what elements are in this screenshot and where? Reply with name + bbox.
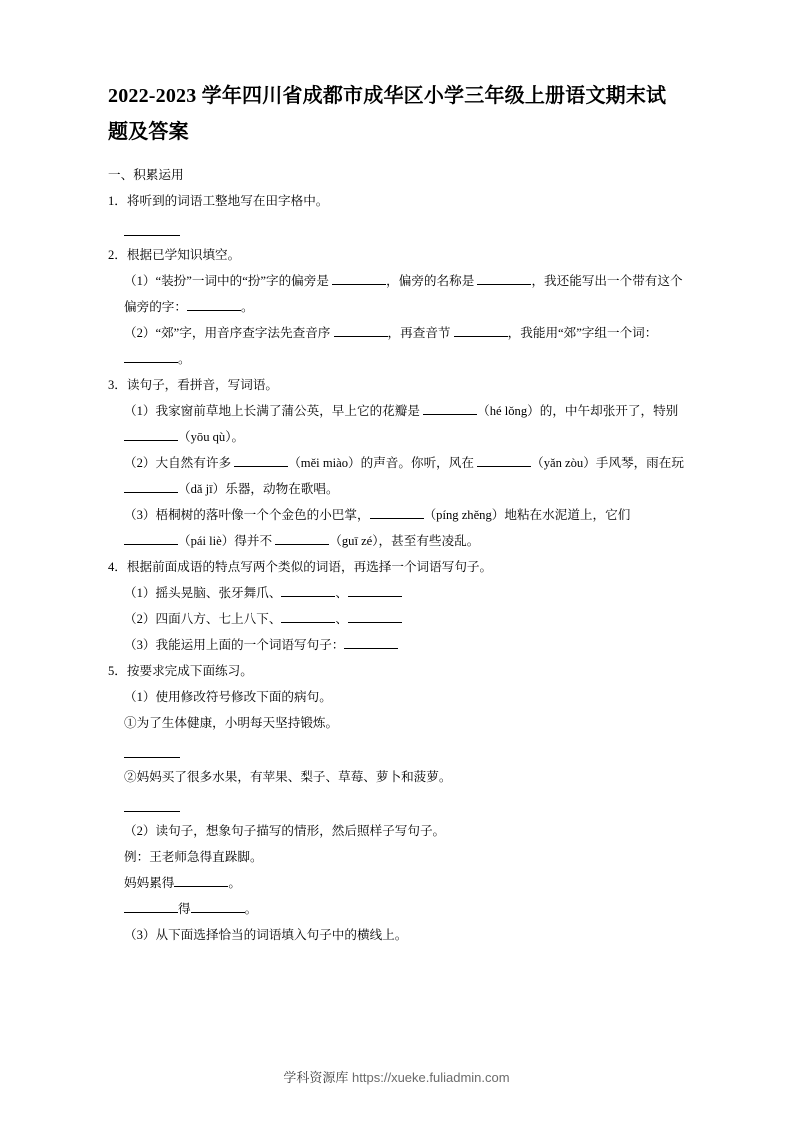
fill-in-blank[interactable]	[332, 271, 386, 285]
fill-in-blank[interactable]	[275, 531, 329, 545]
question-5-example: 例：王老师急得直跺脚。	[124, 850, 263, 864]
page-title: 2022-2023 学年四川省成都市成华区小学三年级上册语文期末试题及答案	[108, 85, 667, 143]
fill-in-blank[interactable]	[477, 271, 531, 285]
fill-in-blank[interactable]	[234, 453, 288, 467]
document-body	[108, 162, 685, 948]
fill-in-blank[interactable]	[477, 453, 531, 467]
fill-in-blank[interactable]	[191, 899, 245, 913]
question-2-sub-2: （2）“郊”字，用音序查字法先查音序 ，再查音节 ，我能用“郊”字组一个词：。	[108, 320, 685, 372]
answer-line-q5-1a[interactable]	[124, 742, 180, 758]
fill-in-blank[interactable]	[334, 323, 388, 337]
page-footer	[0, 1067, 793, 1086]
fill-in-blank[interactable]	[454, 323, 508, 337]
answer-line-q1[interactable]	[124, 220, 180, 236]
fill-in-blank[interactable]	[124, 531, 178, 545]
fill-in-blank[interactable]	[348, 583, 402, 597]
fill-in-blank[interactable]	[370, 505, 424, 519]
answer-line-q5-1b[interactable]	[124, 796, 180, 812]
section-heading: 一、积累运用	[108, 168, 184, 182]
question-5-sub-1b: ②妈妈买了很多水果，有苹果、梨子、草莓、萝卜和菠萝。	[124, 770, 452, 784]
question-2-sub-1: （1）“装扮”一词中的“扮”字的偏旁是 ，偏旁的名称是 ，我还能写出一个带有这个偏旁的字： 。	[108, 268, 685, 320]
question-2: 2．根据已学知识填空。	[108, 248, 241, 262]
question-5-sub-1: （1）使用修改符号修改下面的病句。	[124, 690, 332, 704]
footer-brand: 学科资源库	[283, 1070, 349, 1085]
question-3-sub-3: （3）梧桐树的落叶像一个个金色的小巴掌， （píng zhěng）地粘在水泥道上，它们 （pái liè）得并不 （guī zé），甚至有些凌乱。	[108, 502, 685, 554]
fill-in-blank[interactable]	[281, 609, 335, 623]
fill-in-blank[interactable]	[187, 297, 241, 311]
question-3-sub-1: （1）我家窗前草地上长满了蒲公英，早上它的花瓣是 （hé lǒng）的，中午却张开了，特别 （yōu qù）。	[108, 398, 685, 450]
question-4-sub-1: （1）摇头晃脑、张牙舞爪、 、	[108, 580, 685, 606]
fill-in-blank[interactable]	[174, 873, 228, 887]
question-4: 4．根据前面成语的特点写两个类似的词语，再选择一个词语写句子。	[108, 560, 493, 574]
question-1: 1．将听到的词语工整地写在田字格中。	[108, 194, 329, 208]
question-5: 5．按要求完成下面练习。	[108, 664, 253, 678]
fill-in-blank[interactable]	[344, 635, 398, 649]
question-5-sub-3: （3）从下面选择恰当的词语填入句子中的横线上。	[124, 928, 408, 942]
fill-in-blank[interactable]	[423, 401, 477, 415]
fill-in-blank[interactable]	[124, 899, 178, 913]
question-5-sub-1a: ①为了生体健康，小明每天坚持锻炼。	[124, 716, 339, 730]
question-3: 3．读句子，看拼音，写词语。	[108, 378, 279, 392]
question-4-sub-2: （2）四面八方、七上八下、 、	[108, 606, 685, 632]
footer-url: https://xueke.fuliadmin.com	[352, 1070, 510, 1085]
fill-in-blank[interactable]	[124, 427, 178, 441]
question-4-sub-3: （3）我能运用上面的一个词语写句子：	[108, 632, 685, 658]
question-5-fill-2: 得 。	[108, 896, 685, 922]
fill-in-blank[interactable]	[124, 349, 178, 363]
fill-in-blank[interactable]	[348, 609, 402, 623]
fill-in-blank[interactable]	[124, 479, 178, 493]
question-3-sub-2: （2）大自然有许多 （měi miào）的声音。你听，风在 （yǎn zòu）手风琴，雨在玩 （dǎ jī）乐器，动物在歌唱。	[108, 450, 685, 502]
fill-in-blank[interactable]	[281, 583, 335, 597]
question-5-fill-1: 妈妈累得 。	[108, 870, 685, 896]
question-5-sub-2: （2）读句子，想象句子描写的情形，然后照样子写句子。	[124, 824, 446, 838]
